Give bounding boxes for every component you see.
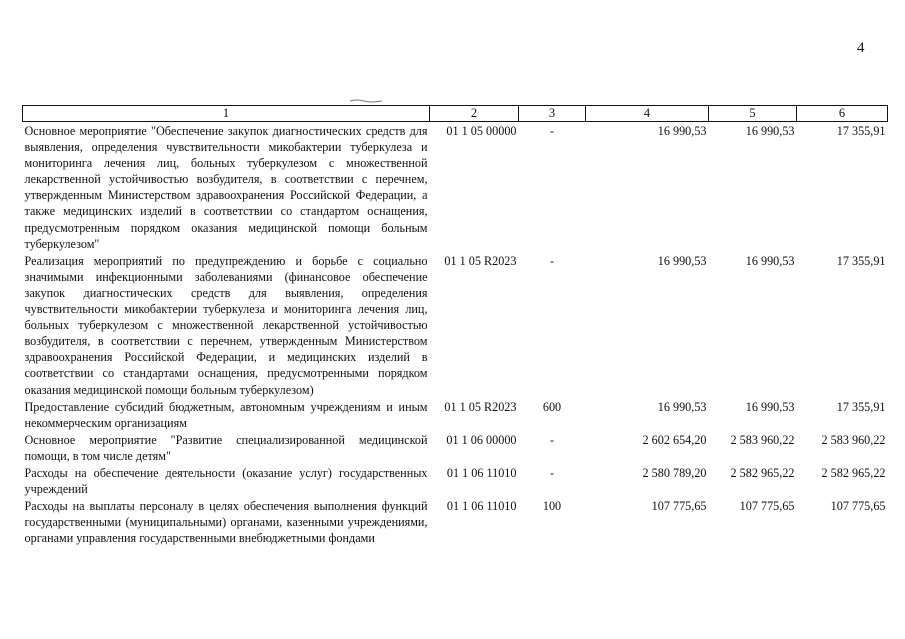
row-value-2: 2 582 965,22 [730, 465, 795, 480]
row-value-3: 2 582 965,22 [821, 465, 886, 480]
row-value-3: 17 355,91 [836, 399, 886, 414]
row-name: Основное мероприятие "Развитие специализированной медицинской помощи, в том числе детям" [24, 432, 428, 463]
column-header: 6 [797, 106, 888, 122]
row-code: 01 1 05 R2023 [444, 253, 517, 268]
row-type: - [549, 253, 555, 268]
row-name: Предоставление субсидий бюджетным, автономным учреждениям и иным некоммерческим организациям [24, 399, 428, 430]
row-value-1: 2 602 654,20 [642, 432, 707, 447]
table-row [23, 497, 888, 546]
row-name: Расходы на выплаты персоналу в целях обеспечения выполнения функций государственными (муниципальными) органами, казенными учреждениями, органами управления государственными внебюджетными фондами [24, 499, 428, 546]
row-type: 600 [542, 399, 562, 414]
row-value-2: 16 990,53 [745, 124, 795, 138]
table-row [23, 398, 888, 431]
row-name: Расходы на обеспечение деятельности (оказание услуг) государственных учреждений [24, 465, 428, 497]
row-type: 100 [542, 499, 562, 514]
row-value-1: 16 990,53 [657, 253, 707, 268]
column-header: 2 [430, 106, 519, 122]
column-header: 3 [519, 106, 586, 122]
row-value-1: 2 580 789,20 [642, 465, 707, 480]
row-code: 01 1 06 11010 [446, 465, 517, 480]
column-header: 5 [709, 106, 797, 122]
row-name: Основное мероприятие "Обеспечение закупок диагностических средств для выявления, определения чувствительности микобактерии туберкулеза и мониторинга лечения лиц, больных туберкулезом с множественной лекарственной устойчивостью возбудителя, в соответствии с перечнем, утвержденным Министерством здравоохранения Российской Федерации, а также медицинских изделий в соответствии со стандартом оснащения, предусмотренным порядком оказания медицинской помощи больным туберкулезом" [24, 124, 428, 251]
budget-table [22, 105, 888, 546]
row-type: - [549, 465, 555, 480]
row-value-3: 2 583 960,22 [821, 432, 886, 447]
row-value-1: 107 775,65 [651, 499, 707, 514]
row-value-2: 16 990,53 [745, 253, 795, 268]
row-code: 01 1 06 11010 [446, 499, 517, 514]
table-row [23, 252, 888, 398]
row-value-1: 16 990,53 [657, 124, 707, 138]
table-row [23, 464, 888, 497]
row-code: 01 1 05 R2023 [444, 399, 517, 414]
row-code: 01 1 06 00000 [446, 432, 517, 447]
ink-mark [349, 99, 383, 103]
table-row [23, 122, 888, 252]
row-name: Реализация мероприятий по предупреждению и борьбе с социально значимыми инфекционными заболеваниями (финансовое обеспечение закупок диагностических средств для выявления, определения чувствительности микобактерии туберкулеза и мониторинга лечения лиц, больных туберкулезом с множественной лекарственной устойчивостью возбудителя, в соответствии с перечнем, утвержденным Министерством здравоохранения Российской Федерации, и медицинских изделий в соответствии со стандартами оснащения, предусмотренными порядком оказания медицинской помощи больным туберкулезом) [24, 253, 428, 397]
row-type: - [549, 432, 555, 447]
row-value-2: 2 583 960,22 [730, 432, 795, 447]
column-header: 4 [586, 106, 709, 122]
column-header: 1 [23, 106, 430, 122]
row-code: 01 1 05 00000 [446, 124, 517, 138]
row-value-3: 107 775,65 [830, 499, 886, 514]
row-value-3: 17 355,91 [836, 253, 886, 268]
row-value-3: 17 355,91 [836, 124, 886, 138]
page-number: 4 [857, 40, 865, 56]
row-value-2: 107 775,65 [739, 499, 795, 514]
table-row [23, 431, 888, 464]
row-value-1: 16 990,53 [657, 399, 707, 414]
header-row [23, 106, 888, 122]
row-value-2: 16 990,53 [745, 399, 795, 414]
row-type: - [549, 124, 555, 138]
